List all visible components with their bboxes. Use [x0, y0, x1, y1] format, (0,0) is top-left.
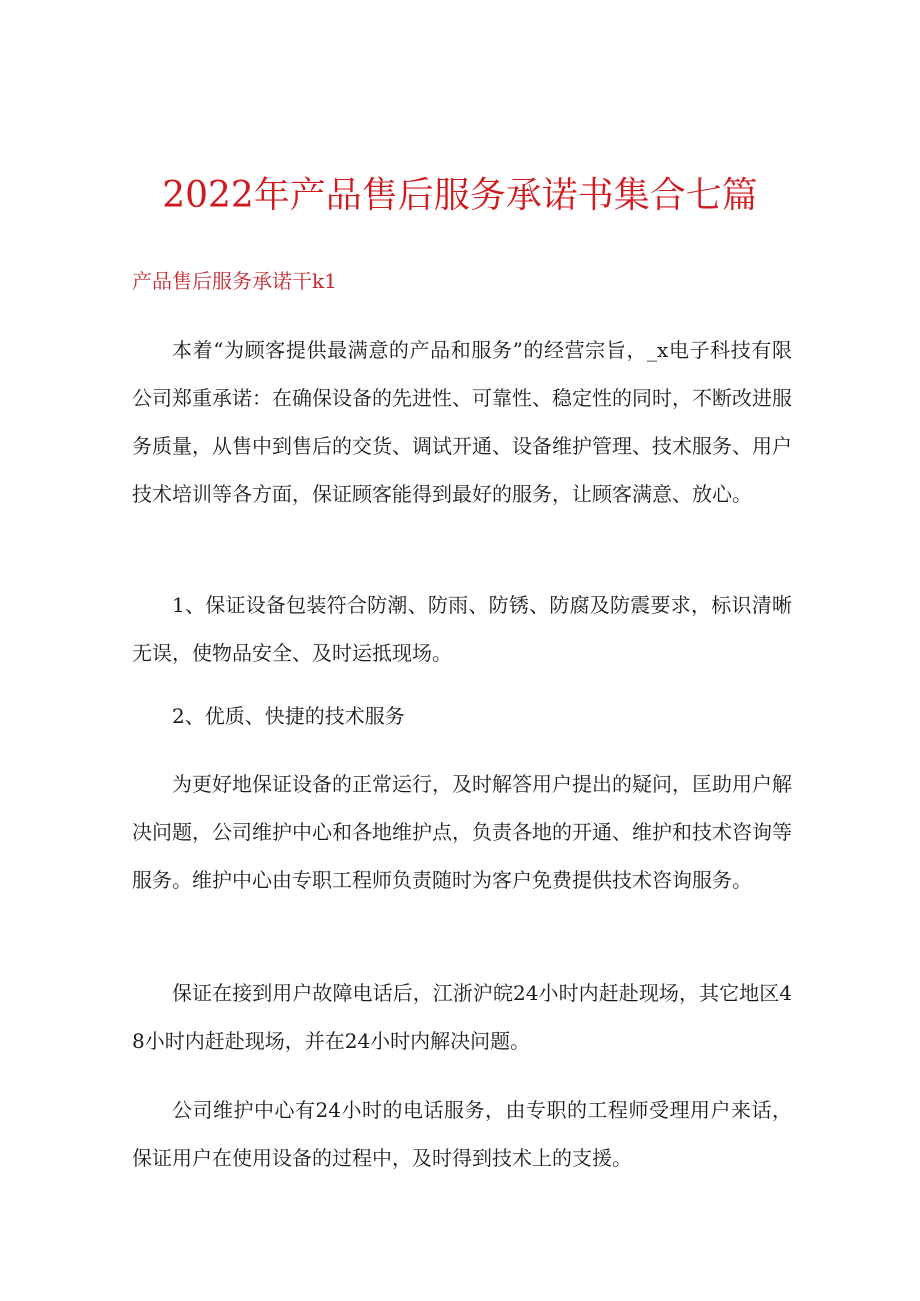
paragraph-item-1: 1、保证设备包装符合防潮、防雨、防锈、防腐及防震要求，标识清晰无误，使物品安全、及时运抵现场。 [132, 593, 792, 665]
paragraph-phone-service: 公司维护中心有24小时的电话服务，由专职的工程师受理用户来话，保证用户在使用设备的过程中，及时得到技术上的支援。 [132, 1098, 792, 1170]
document-title: 2022年产品售后服务承诺书集合七篇 [162, 175, 758, 216]
paragraph-tech-support: 为更好地保证设备的正常运行，及时解答用户提出的疑问，匡助用户解决问题，公司维护中心和各地维护点，负责各地的开通、维护和技术咨询等服务。维护中心由专职工程师负责随时为客户免费提供技术咨询服务。 [132, 772, 792, 892]
paragraph-item-2-heading: 2、优质、快捷的技术服务 [172, 704, 405, 728]
paragraph-intro: 本着“为顾客提供最满意的产品和服务”的经营宗旨，_x电子科技有限公司郑重承诺：在确保设备的先进性、可靠性、稳定性的同时，不断改进服务质量，从售中到售后的交货、调试开通、设备维护管理、技术服务、用户技术培训等各方面，保证顾客能得到最好的服务，让顾客满意、放心。 [132, 338, 792, 506]
section-heading: 产品售后服务承诺干k1 [132, 269, 337, 293]
paragraph-response-time: 保证在接到用户故障电话后，江浙沪皖24小时内赶赴现场，其它地区48小时内赶赴现场，并在24小时内解决问题。 [132, 981, 792, 1053]
